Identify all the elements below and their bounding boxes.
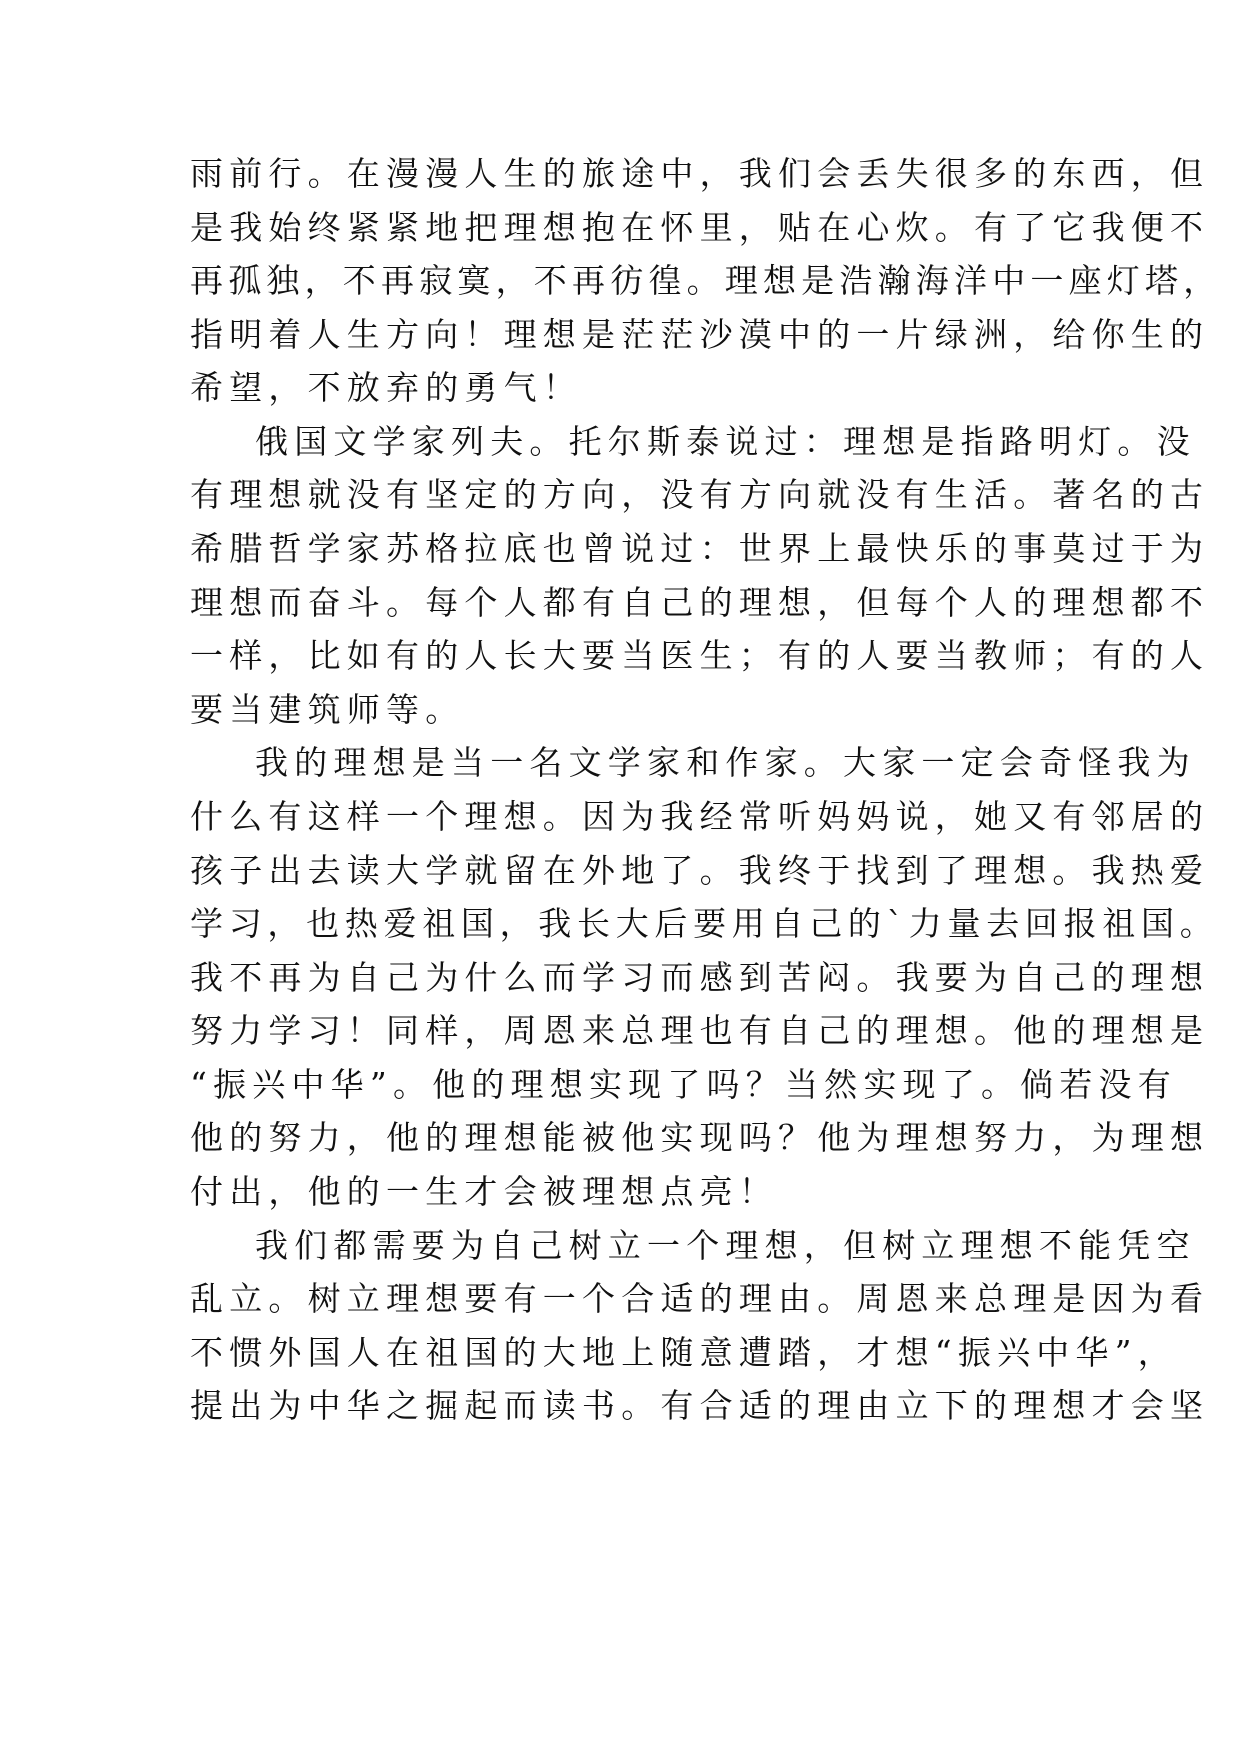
paragraph-first-line: 俄国文学家列夫。托尔斯泰说过：理想是指路明灯。没 bbox=[255, 422, 1196, 461]
text-line: 一样，比如有的人长大要当医生；有的人要当教师；有的人 bbox=[190, 636, 1210, 675]
text-line: 要当建筑师等。 bbox=[190, 690, 465, 729]
text-line: 乱立。树立理想要有一个合适的理由。周恩来总理是因为看 bbox=[190, 1279, 1210, 1318]
text-line: 付出，他的一生才会被理想点亮！ bbox=[190, 1172, 778, 1211]
paragraph-first-line: 我的理想是当一名文学家和作家。大家一定会奇怪我为 bbox=[255, 743, 1196, 782]
text-line: 学习，也热爱祖国，我长大后要用自己的`力量去回报祖国。 bbox=[190, 904, 1219, 943]
text-line: 努力学习！同样，周恩来总理也有自己的理想。他的理想是 bbox=[190, 1011, 1210, 1050]
text-line: 不惯外国人在祖国的大地上随意遭踏，才想“振兴中华”， bbox=[190, 1333, 1177, 1372]
text-line: 什么有这样一个理想。因为我经常听妈妈说，她又有邻居的 bbox=[190, 797, 1210, 836]
text-line: 孩子出去读大学就留在外地了。我终于找到了理想。我热爱 bbox=[190, 851, 1210, 890]
text-line: 理想而奋斗。每个人都有自己的理想，但每个人的理想都不 bbox=[190, 583, 1210, 622]
text-line: 有理想就没有坚定的方向，没有方向就没有生活。著名的古 bbox=[190, 475, 1210, 514]
text-line: 我不再为自己为什么而学习而感到苦闷。我要为自己的理想 bbox=[190, 958, 1210, 997]
text-line: 希望，不放弃的勇气！ bbox=[190, 368, 582, 407]
text-line: 雨前行。在漫漫人生的旅途中，我们会丢失很多的东西，但 bbox=[190, 154, 1210, 193]
text-line: 再孤独，不再寂寞，不再彷徨。理想是浩瀚海洋中一座灯塔， bbox=[190, 261, 1222, 300]
text-line: 是我始终紧紧地把理想抱在怀里，贴在心炊。有了它我便不 bbox=[190, 208, 1210, 247]
text-line: 提出为中华之掘起而读书。有合适的理由立下的理想才会坚 bbox=[190, 1386, 1210, 1425]
text-line: 他的努力，他的理想能被他实现吗？他为理想努力，为理想 bbox=[190, 1118, 1210, 1157]
text-line: 指明着人生方向！理想是茫茫沙漠中的一片绿洲，给你生的 bbox=[190, 315, 1210, 354]
paragraph-first-line: 我们都需要为自己树立一个理想，但树立理想不能凭空 bbox=[255, 1226, 1196, 1265]
text-line: “振兴中华”。他的理想实现了吗？当然实现了。倘若没有 bbox=[190, 1065, 1177, 1104]
text-line: 希腊哲学家苏格拉底也曾说过：世界上最快乐的事莫过于为 bbox=[190, 529, 1210, 568]
